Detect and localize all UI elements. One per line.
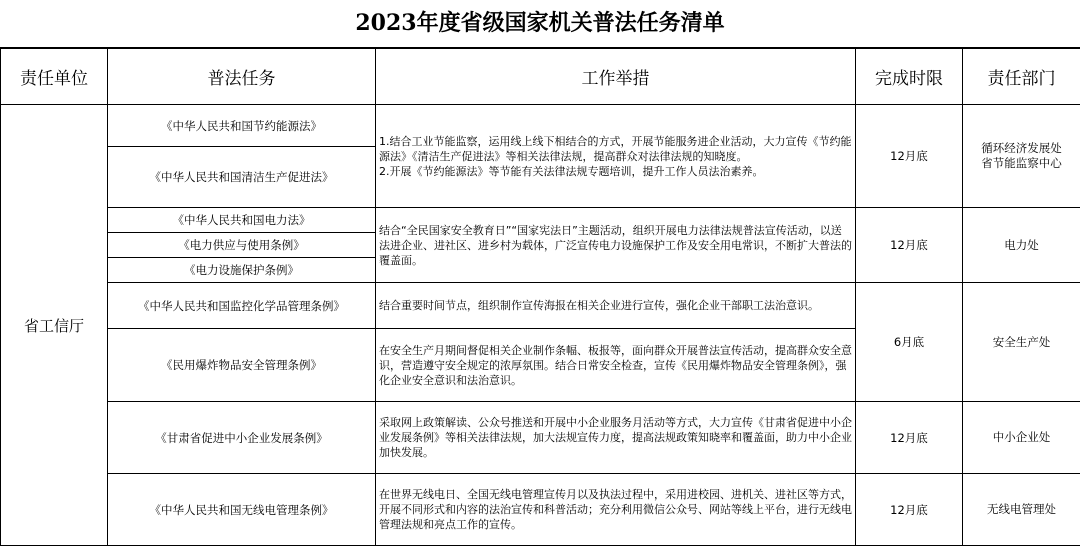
law-name: 《甘肃省促进中小企业发展条例》 [108,402,376,474]
deadline: 12月底 [856,402,963,474]
department: 电力处 [963,208,1080,283]
table-row [1,402,1080,474]
department: 无线电管理处 [963,474,1080,546]
law-name: 《电力供应与使用条例》 [108,233,376,258]
task-table [0,48,1080,546]
table-row [1,474,1080,546]
header-task: 普法任务 [108,49,376,105]
law-name: 《中华人民共和国清洁生产促进法》 [108,147,376,208]
department: 循环经济发展处 省节能监察中心 [963,105,1080,208]
law-name: 《电力设施保护条例》 [108,258,376,283]
measure-text: 在世界无线电日、全国无线电管理宣传月以及执法过程中，采用进校园、进机关、进社区等方式，开展不同形式和内容的法治宣传和科普活动；充分利用微信公众号、网站等线上平台，进行无线电管理法规和亮点工作的宣传。 [376,474,856,546]
measure-text: 结合“全民国家安全教育日”“国家宪法日”主题活动，组织开展电力法律法规普法宣传活动，以送法进企业、进社区、进乡村为载体，广泛宣传电力设施保护工作及安全用电常识，不断扩大普法的覆盖面。 [376,208,856,283]
deadline: 6月底 [856,283,963,402]
deadline: 12月底 [856,208,963,283]
header-measures: 工作举措 [376,49,856,105]
measure-text: 采取网上政策解读、公众号推送和开展中小企业服务月活动等方式，大力宣传《甘肃省促进中小企业发展条例》等相关法律法规，加大法规宣传力度，提高法规政策知晓率和覆盖面，助力中小企业加快发展。 [376,402,856,474]
department: 中小企业处 [963,402,1080,474]
measure-text: 1.结合工业节能监察，运用线上线下相结合的方式，开展节能服务进企业活动，大力宣传《节约能源法》《清洁生产促进法》等相关法律法规，提高群众对法律法规的知晓度。 2.开展《节约能源法》等节能有关法律法规专题培训，提升工作人员法治素养。 [376,105,856,208]
table-row [1,283,1080,329]
measure-text: 在安全生产月期间督促相关企业制作条幅、板报等，面向群众开展普法宣传活动，提高群众安全意识，营造遵守安全规定的浓厚氛围。结合日常安全检查，宣传《民用爆炸物品安全管理条例》，强化企业安全意识和法治意识。 [376,329,856,402]
deadline: 12月底 [856,474,963,546]
law-name: 《中华人民共和国节约能源法》 [108,105,376,147]
law-name: 《中华人民共和国无线电管理条例》 [108,474,376,546]
header-row [1,49,1080,105]
header-unit: 责任单位 [1,49,108,105]
page-title: 2023年度省级国家机关普法任务清单 [0,0,1080,48]
header-deadline: 完成时限 [856,49,963,105]
table-row [1,105,1080,147]
law-name: 《中华人民共和国监控化学品管理条例》 [108,283,376,329]
header-dept: 责任部门 [963,49,1080,105]
table-row [1,208,1080,233]
law-name: 《中华人民共和国电力法》 [108,208,376,233]
department: 安全生产处 [963,283,1080,402]
law-name: 《民用爆炸物品安全管理条例》 [108,329,376,402]
deadline: 12月底 [856,105,963,208]
measure-text: 结合重要时间节点，组织制作宣传海报在相关企业进行宣传，强化企业干部职工法治意识。 [376,283,856,329]
responsible-unit: 省工信厅 [1,105,108,546]
